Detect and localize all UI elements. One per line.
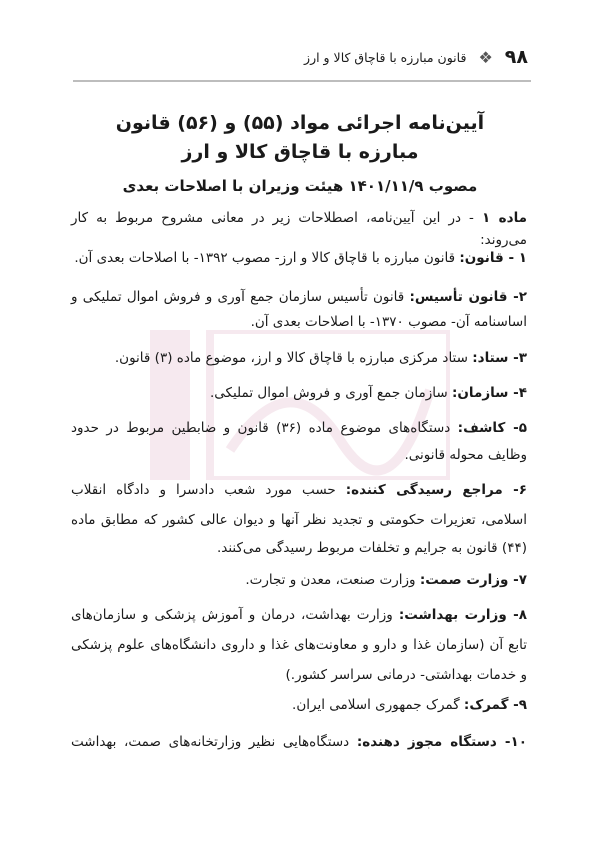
definition-item [71, 604, 527, 626]
definition-term: ۱ - قانون: [459, 250, 527, 266]
definition-item [71, 286, 527, 308]
page-number: ۹۸ [504, 46, 528, 68]
page-title-line1: آیین‌نامه اجرائی مواد (۵۵) و (۵۶) قانون [115, 112, 485, 134]
header-divider [73, 80, 531, 82]
definition-item [71, 417, 527, 439]
definition-term: ۲- قانون تأسیس: [409, 289, 527, 305]
article-text: - در این آیین‌نامه، اصطلاحات زیر در معانی مشروح مربوط به کار می‌روند: [71, 210, 527, 248]
definition-item [71, 347, 527, 369]
definition-term: ۶- مراجع رسیدگی کننده: [345, 482, 527, 498]
definition-term: ۵- کاشف: [457, 420, 527, 436]
definition-item [71, 694, 527, 716]
definition-item [71, 479, 527, 501]
definition-text: قانون مبارزه با قاچاق کالا و ارز- مصوب ۱۳۹۲- با اصلاحات بعدی آن. [74, 250, 460, 266]
definition-text: وزارت صنعت، معدن و تجارت. [245, 572, 420, 588]
article-1-intro [71, 207, 527, 248]
article-label: ماده ۱ [481, 210, 527, 226]
definition-text: گمرک جمهوری اسلامی ایران. [292, 697, 464, 713]
quatrefoil-ornament-icon: ❖ [478, 47, 493, 67]
definition-text: حسب مورد شعب دادسرا و دادگاه انقلاب [71, 482, 346, 498]
definition-text: (۴۴) قانون به جرایم و تخلفات مربوط رسیدگی می‌کنند. [216, 540, 527, 556]
definition-text: وظایف محوله قانونی. [404, 447, 527, 463]
page-subtitle: مصوب ۱۴۰۱/۱۱/۹ هیئت وزیران با اصلاحات بعدی [122, 177, 478, 195]
definition-text: اساسنامه آن- مصوب ۱۳۷۰- با اصلاحات بعدی آن. [250, 314, 527, 330]
definition-item [71, 731, 527, 753]
definition-term: ۷- وزارت صمت: [419, 572, 527, 588]
definition-text: وزارت بهداشت، درمان و آموزش پزشکی و سازمان‌های [71, 607, 399, 623]
definition-text: تابع آن (سازمان غذا و دارو و معاونت‌های غذا و داروی دانشگاه‌های علوم پزشکی [71, 637, 527, 653]
definition-item [71, 569, 527, 591]
definition-term: ۹- گمرک: [463, 697, 527, 713]
definition-item [71, 247, 527, 269]
definition-text: اسلامی، تعزیرات حکومتی و تجدید نظر آنها و دیوان عالی کشور که مطابق ماده [71, 512, 527, 528]
definition-term: ۱۰- دستگاه مجوز دهنده: [356, 734, 527, 750]
definition-term: ۸- وزارت بهداشت: [398, 607, 527, 623]
definition-term: ۳- ستاد: [472, 350, 527, 366]
definition-item [71, 382, 527, 404]
running-title: قانون مبارزه با قاچاق کالا و ارز [304, 49, 467, 65]
definition-text: دستگاه‌های موضوع ماده (۳۶) قانون و ضابطین مربوط در حدود [71, 420, 458, 436]
definition-text: و خدمات بهداشتی- درمانی سراسر کشور.) [285, 667, 527, 683]
definition-text: دستگاه‌هایی نظیر وزارتخانه‌های صمت، بهداشت [71, 734, 357, 750]
definition-text: سازمان جمع آوری و فروش اموال تملیکی. [209, 385, 452, 401]
page-title-line2: مبارزه با قاچاق کالا و ارز [181, 141, 419, 163]
definition-term: ۴- سازمان: [451, 385, 527, 401]
definition-text: قانون تأسیس سازمان جمع آوری و فروش اموال تملیکی و [71, 289, 410, 305]
definition-text: ستاد مرکزی مبارزه با قاچاق کالا و ارز، موضوع ماده (۳) قانون. [114, 350, 473, 366]
running-header [73, 44, 530, 70]
